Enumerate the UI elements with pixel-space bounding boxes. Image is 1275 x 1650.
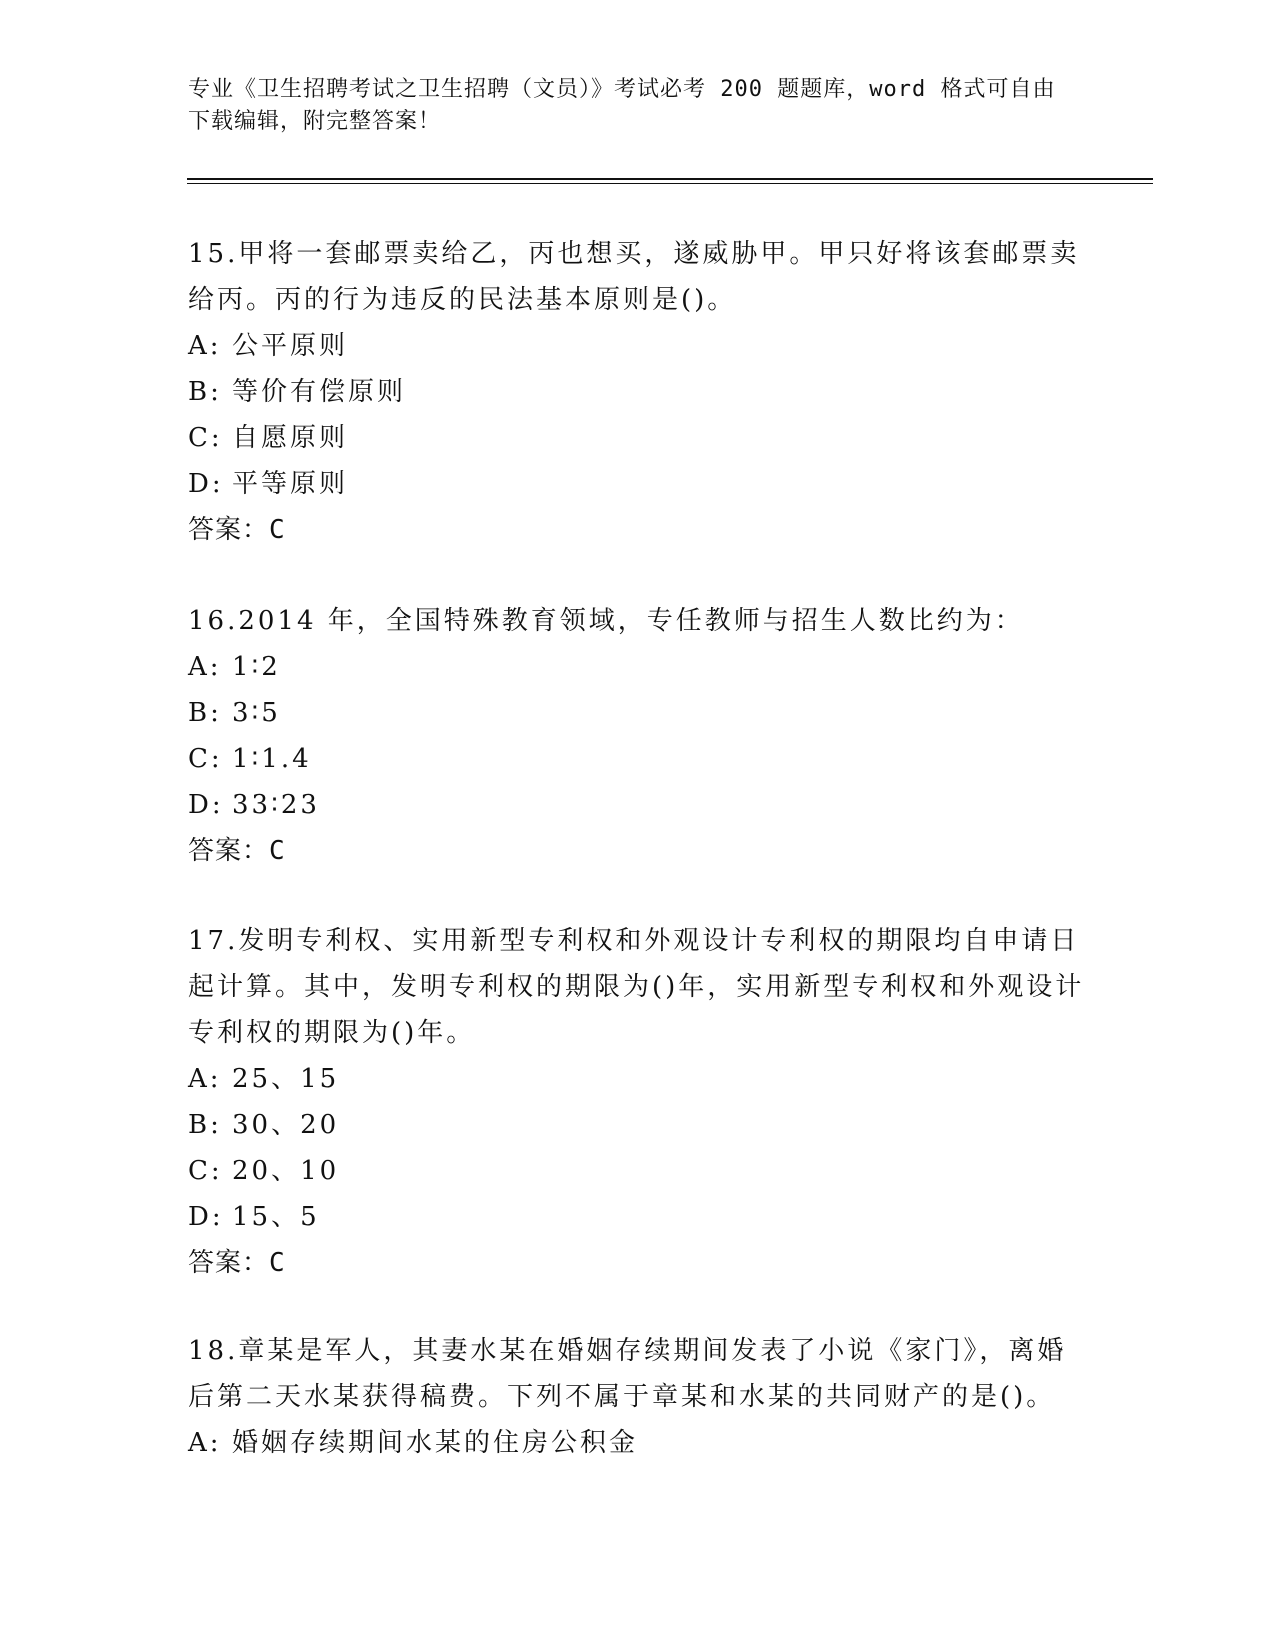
option-text: 3∶5	[232, 698, 281, 728]
option-a	[188, 323, 1088, 369]
option-c	[188, 1148, 1088, 1194]
option-letter: D:	[188, 469, 224, 499]
option-text: 等价有偿原则	[232, 377, 407, 407]
answer-line: 答案：C	[188, 515, 286, 545]
option-d	[188, 461, 1088, 507]
question-stem: 18.章某是军人，其妻水某在婚姻存续期间发表了小说《家门》，离婚后第二天水某获得稿费。下列不属于章某和水某的共同财产的是()。	[188, 1336, 1067, 1412]
option-letter: C:	[188, 1156, 223, 1186]
option-letter: D:	[188, 790, 224, 820]
option-letter: B:	[188, 698, 222, 728]
option-c	[188, 736, 1088, 782]
option-text: 33∶23	[232, 790, 320, 820]
option-b	[188, 690, 1088, 736]
option-text: 1∶2	[232, 652, 281, 682]
option-text: 1∶1.4	[232, 744, 312, 774]
option-a	[188, 1056, 1088, 1102]
option-letter: B:	[188, 1110, 222, 1140]
option-text: 自愿原则	[232, 423, 349, 453]
option-a	[188, 644, 1088, 690]
question-15	[188, 231, 1088, 553]
option-text: 15、5	[232, 1202, 320, 1232]
option-b	[188, 1102, 1088, 1148]
option-letter: C:	[188, 423, 223, 453]
option-text: 25、15	[232, 1064, 340, 1094]
option-letter: D:	[188, 1202, 224, 1232]
option-text: 30、20	[232, 1110, 340, 1140]
option-d	[188, 1194, 1088, 1240]
answer-line: 答案：C	[188, 836, 286, 866]
option-text: 20、10	[232, 1156, 340, 1186]
option-d	[188, 782, 1088, 828]
question-17	[188, 918, 1088, 1286]
question-16	[188, 598, 1088, 874]
option-letter: A:	[188, 331, 222, 361]
question-stem: 15.甲将一套邮票卖给乙，丙也想买，遂威胁甲。甲只好将该套邮票卖给丙。丙的行为违反的民法基本原则是()。	[188, 239, 1080, 315]
option-c	[188, 415, 1088, 461]
header-divider-thick	[187, 178, 1153, 180]
header-divider-thin	[187, 183, 1153, 184]
option-letter: C:	[188, 744, 223, 774]
question-stem: 17.发明专利权、实用新型专利权和外观设计专利权的期限均自申请日起计算。其中，发明专利权的期限为()年，实用新型专利权和外观设计专利权的期限为()年。	[188, 926, 1085, 1048]
option-letter: B:	[188, 377, 222, 407]
option-text: 平等原则	[232, 469, 349, 499]
answer-line: 答案：C	[188, 1248, 286, 1278]
option-text: 婚姻存续期间水某的住房公积金	[232, 1428, 639, 1458]
option-letter: A:	[188, 652, 222, 682]
option-a	[188, 1420, 1088, 1466]
document-header: 专业《卫生招聘考试之卫生招聘（文员）》考试必考 200 题题库，word 格式可自由下载编辑，附完整答案！	[188, 77, 1056, 134]
question-stem: 16.2014 年，全国特殊教育领域，专任教师与招生人数比约为：	[188, 606, 1024, 636]
option-b	[188, 369, 1088, 415]
option-text: 公平原则	[232, 331, 349, 361]
option-letter: A:	[188, 1064, 222, 1094]
option-letter: A:	[188, 1428, 222, 1458]
question-18	[188, 1328, 1088, 1466]
